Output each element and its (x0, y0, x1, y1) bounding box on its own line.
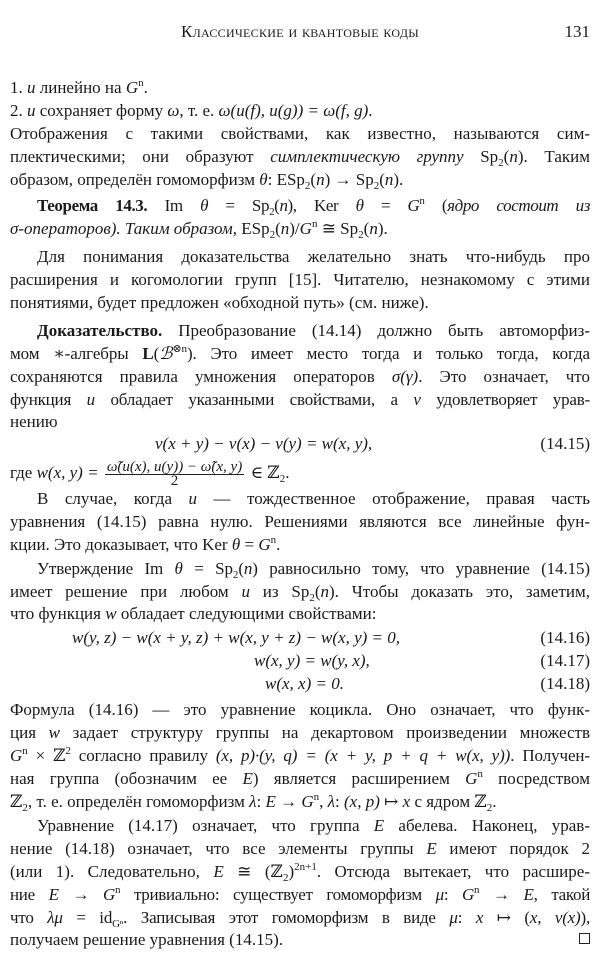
superscript: n (313, 791, 320, 803)
text-run: . (143, 78, 148, 97)
text-run: → (58, 885, 103, 904)
text-run: Sp (463, 147, 499, 166)
text-line (10, 884, 590, 906)
superscript: n (22, 745, 28, 757)
text-run: ℤ (10, 792, 23, 811)
math-expression: G (301, 792, 314, 811)
math-expression: w(x, x) = 0. (265, 674, 344, 693)
text-run: плектическими; они образуют (10, 147, 271, 166)
text-run: ) (288, 862, 295, 881)
math-expression: u (27, 101, 36, 120)
equation-line (10, 650, 590, 672)
text-run: удовлетворяет урав- (420, 390, 590, 409)
text-line (10, 768, 590, 790)
text-line (10, 534, 590, 556)
subscript: 2 (304, 180, 311, 192)
text-line (10, 100, 590, 122)
text-run: где (10, 463, 37, 483)
italic-text: σ-операторов). Таким образом, (10, 219, 237, 238)
text-run: . Получен- (510, 746, 590, 765)
math-expression: λμ (47, 908, 63, 927)
subscript: 2 (22, 802, 28, 814)
bold-heading: L (142, 344, 154, 363)
text-run: . Отсюда вытекает, что расшире- (316, 862, 590, 881)
text-run: Отображения с такими свойствами, как известно, называются сим- (10, 124, 590, 143)
math-expression: x (402, 792, 411, 811)
text-run: : (457, 908, 476, 927)
equation-number: (14.16) (540, 628, 590, 647)
math-expression: μ (435, 885, 444, 904)
text-run: : ESp (267, 170, 305, 189)
text-run: нение (14.18) означает, что все элементы группы (10, 839, 427, 858)
text-run: тривиально: существует гомоморфизм (120, 885, 436, 904)
text-run: Формула (14.16) — это уравнение коцикла. Оно означает, что функ- (10, 700, 590, 719)
math-expression: σ(γ) (391, 367, 419, 386)
subscript: 2 (232, 569, 239, 581)
math-expression: θ (355, 196, 364, 215)
text-line (10, 123, 590, 145)
text-run: получаем решение уравнения (14.15). (10, 930, 283, 949)
subscript: 2 (358, 229, 364, 241)
math-expression: E (265, 792, 276, 811)
subscript: 2 (269, 229, 276, 241)
text-line (10, 146, 590, 168)
text-run: кции. Это доказывает, что Ker (10, 535, 232, 554)
text-line (10, 511, 590, 533)
bold-heading: Доказательство. (37, 321, 163, 340)
text-run: нению (10, 412, 58, 431)
text-run: = (363, 196, 408, 215)
text-run: функция (10, 390, 87, 409)
text-run: ( (310, 170, 317, 189)
math-expression: u (241, 582, 250, 601)
text-run: Преобразование (14.14) должно быть автоморфиз- (162, 321, 590, 340)
text-run: . (368, 101, 373, 120)
math-expression: G (465, 769, 478, 788)
text-run: ( (275, 219, 281, 238)
equation-number: (14.17) (540, 651, 590, 670)
text-run: ) является расширением (252, 769, 466, 788)
math-expression: n (320, 582, 330, 601)
text-run: 2. (10, 101, 27, 120)
text-run: ∈ ℤ (246, 463, 280, 483)
text-run: : (256, 792, 266, 811)
math-expression: w(y, z) − w(x + y, z) + w(x, y + z) − w(x, y) = 0, (72, 628, 401, 647)
text-run: = id (62, 908, 113, 927)
text-run: : (335, 792, 345, 811)
text-run: ↦ ( (483, 908, 530, 927)
math-expression: u (86, 390, 95, 409)
fraction-denominator: 2 (170, 473, 179, 489)
text-run: ( (424, 196, 448, 215)
math-expression: n (280, 219, 290, 238)
math-expression: x (475, 908, 484, 927)
text-run: , (537, 908, 555, 927)
text-run: → (275, 792, 302, 811)
math-expression: ω(u(f), u(g)) = ω(f, g) (218, 101, 369, 120)
equation-line (10, 627, 590, 649)
text-run: ) равносильно тому, что уравнение (14.15) (252, 559, 590, 578)
subscript: 2 (486, 802, 493, 814)
text-run: с ядром ℤ (410, 792, 487, 811)
math-expression: E (523, 885, 534, 904)
text-run: = (240, 535, 259, 554)
math-expression: u (188, 489, 198, 508)
subscript: Gⁿ (112, 918, 124, 930)
math-expression: w(x, y) = (36, 463, 103, 483)
text-line (10, 269, 590, 291)
text-run: что функция (10, 604, 106, 623)
text-run: ≅ Sp (317, 219, 359, 238)
text-run: 1. (10, 78, 27, 97)
math-expression: G (102, 885, 115, 904)
superscript: n (114, 884, 121, 896)
text-run: ). Таким (517, 147, 590, 166)
text-run: )/ (289, 219, 300, 238)
text-run: ( (274, 196, 280, 215)
text-run: × ℤ (27, 746, 66, 765)
text-run: = Sp (182, 559, 233, 578)
text-line (10, 699, 590, 721)
text-run: , такой (533, 885, 590, 904)
superscript: n (419, 195, 425, 207)
math-expression: w (48, 723, 60, 742)
math-expression: E (242, 769, 253, 788)
text-line (10, 815, 590, 837)
superscript: n (311, 218, 318, 230)
text-line (10, 195, 590, 217)
text-run: ( (363, 219, 370, 238)
text-line (10, 320, 590, 342)
math-expression: n (384, 170, 394, 189)
equation-number: (14.18) (540, 674, 590, 693)
text-run: , (319, 792, 328, 811)
superscript: n (138, 77, 144, 89)
math-expression: n (509, 147, 518, 166)
math-expression: (x, p)·(y, q) = (x + y, p + q + w(x, y)) (215, 746, 511, 765)
text-run: ) → Sp (324, 170, 374, 189)
text-run: = Sp (208, 196, 270, 215)
text-line (10, 389, 590, 411)
text-run: ESp (237, 219, 270, 238)
text-run: ние (10, 885, 49, 904)
math-expression: v(x) (554, 908, 581, 927)
page-number: 131 (564, 22, 590, 41)
math-expression: u (27, 78, 36, 97)
subscript: 2 (269, 206, 275, 218)
text-run: обладает следующими свойствами: (116, 604, 377, 623)
math-expression: E (48, 885, 59, 904)
math-expression: ω (167, 101, 180, 120)
text-line (10, 791, 590, 813)
math-expression: v(x + y) − v(x) − v(y) = w(x, y), (155, 434, 373, 453)
italic-text: ядро состоит из (447, 196, 590, 215)
math-expression: ℬ (159, 344, 173, 363)
text-run: (или 1). Следовательно, (10, 862, 214, 881)
equation-line (10, 673, 590, 695)
text-line (10, 722, 590, 744)
superscript: n (474, 884, 480, 896)
math-expression: G (125, 78, 139, 97)
text-run: ), (580, 908, 590, 927)
text-run: . (276, 535, 281, 554)
text-run: Для понимания доказательства желательно знать что-нибудь про (37, 247, 590, 266)
text-line (10, 77, 590, 99)
text-line (10, 411, 590, 433)
math-expression: G (258, 535, 271, 554)
text-run: уравнения (14.15) равна нулю. Решениями являются все линейные фун- (10, 512, 590, 531)
text-run: ( (503, 147, 510, 166)
equation-number: (14.15) (540, 434, 590, 453)
math-expression: n (279, 196, 288, 215)
running-header-title: Классические и квантовые коды (180, 22, 420, 41)
text-run: Утверждение Im (37, 559, 175, 578)
text-run: задает структуру группы на декартовом произведении множеств (60, 723, 590, 742)
text-line (10, 861, 590, 883)
math-expression: θ (200, 196, 209, 215)
subscript: 2 (279, 473, 286, 486)
text-run: линейно на (35, 78, 126, 97)
text-run: расширения и когомологии групп [15]. Читателю, незнакомому с этими (10, 270, 590, 289)
text-line (10, 292, 590, 314)
equation-line (10, 433, 590, 455)
text-run: посредством (482, 769, 590, 788)
fraction (105, 461, 244, 488)
text-run: . Это означает, что (418, 367, 590, 386)
text-run: ), Ker (287, 196, 356, 215)
text-run: Im (147, 196, 201, 215)
math-expression: v (413, 390, 421, 409)
superscript: n (477, 768, 483, 780)
math-expression: E (426, 839, 437, 858)
superscript: ⊗n (172, 343, 187, 355)
text-line (10, 343, 590, 365)
text-run: ( (238, 559, 244, 578)
text-run: . (492, 792, 497, 811)
text-run: ). Это имеет место тогда и только тогда, когда (186, 344, 590, 363)
subscript: 2 (309, 592, 315, 604)
subscript: 2 (373, 180, 380, 192)
text-line (10, 218, 590, 240)
text-line (10, 558, 590, 580)
math-expression: w (105, 604, 117, 623)
text-run: понятиями, будет предложен «обходной путь» (см. ниже). (10, 293, 429, 312)
text-run: имеет решение при любом (10, 582, 242, 601)
superscript: n (270, 534, 277, 546)
text-run: сохраняются правила умножения операторов (10, 367, 392, 386)
text-run: — тождественное отображение, правая часть (197, 489, 590, 508)
text-run: . (285, 463, 290, 483)
text-run: ( (379, 170, 385, 189)
text-run: ная группа (обозначим ее (10, 769, 243, 788)
math-expression: λ (249, 792, 257, 811)
text-line (10, 169, 590, 191)
text-line (10, 246, 590, 268)
text-run: ция (10, 723, 49, 742)
text-run: что (10, 908, 48, 927)
text-run: абелева. Наконец, урав- (384, 816, 590, 835)
text-line (10, 459, 590, 489)
math-expression: (x, p) (344, 792, 380, 811)
math-expression: E (213, 862, 224, 881)
math-expression: w(x, y) = w(y, x), (254, 651, 370, 670)
text-run: ≅ (ℤ (223, 862, 283, 881)
text-run: образом, определён гомоморфизм (10, 170, 260, 189)
text-run: ( (153, 344, 160, 363)
math-expression: G (10, 746, 23, 765)
text-run: ↦ (379, 792, 403, 811)
text-run: . Записывая этот гомоморфизм в виде (123, 908, 450, 927)
math-expression: x (529, 908, 538, 927)
text-line (10, 581, 590, 603)
text-line (10, 907, 590, 929)
text-line (10, 366, 590, 388)
text-run: , т. е. (179, 101, 219, 120)
text-line (10, 838, 590, 860)
text-line (10, 488, 590, 510)
qed-square-icon (579, 933, 590, 944)
math-expression: n (243, 559, 253, 578)
math-expression: n (316, 170, 325, 189)
math-expression: n (369, 219, 378, 238)
text-line (10, 929, 590, 951)
math-expression: λ (327, 792, 336, 811)
subscript: 2 (498, 157, 504, 169)
text-run: сохраняет форму (35, 101, 168, 120)
text-run: мом ∗-алгебры (10, 344, 143, 363)
text-run: В случае, когда (37, 489, 189, 508)
text-run: → (479, 885, 524, 904)
text-run: имеют порядок 2 (436, 839, 590, 858)
superscript: 2 (65, 745, 71, 757)
math-expression: E (373, 816, 385, 835)
text-run: ). (393, 170, 404, 189)
math-expression: θ (174, 559, 183, 578)
fraction-numerator: ω̃(u(x), u(y)) − ω̃(x, y) (106, 459, 243, 475)
math-expression: θ (231, 535, 241, 554)
math-expression: μ (449, 908, 458, 927)
text-run: : (443, 885, 463, 904)
text-run: обладает указанными свойствами, а (94, 390, 414, 409)
text-run: ). (377, 219, 388, 238)
text-run: ). Чтобы доказать это, заметим, (329, 582, 590, 601)
text-run: согласно правилу (70, 746, 216, 765)
text-line (10, 745, 590, 767)
bold-heading: Теорема 14.3. (37, 196, 148, 215)
math-expression: G (299, 219, 312, 238)
text-line (10, 603, 590, 625)
text-run: из Sp (249, 582, 310, 601)
math-expression: G (462, 885, 475, 904)
math-expression: G (407, 196, 420, 215)
text-run: , т. е. определён гомоморфизм (27, 792, 250, 811)
italic-text: симплектическую группу (270, 147, 464, 166)
text-run: Уравнение (14.17) означает, что группа (37, 816, 374, 835)
superscript: 2n+1 (294, 861, 317, 873)
text-run: ( (314, 582, 321, 601)
subscript: 2 (282, 872, 289, 884)
math-expression: θ (259, 170, 268, 189)
